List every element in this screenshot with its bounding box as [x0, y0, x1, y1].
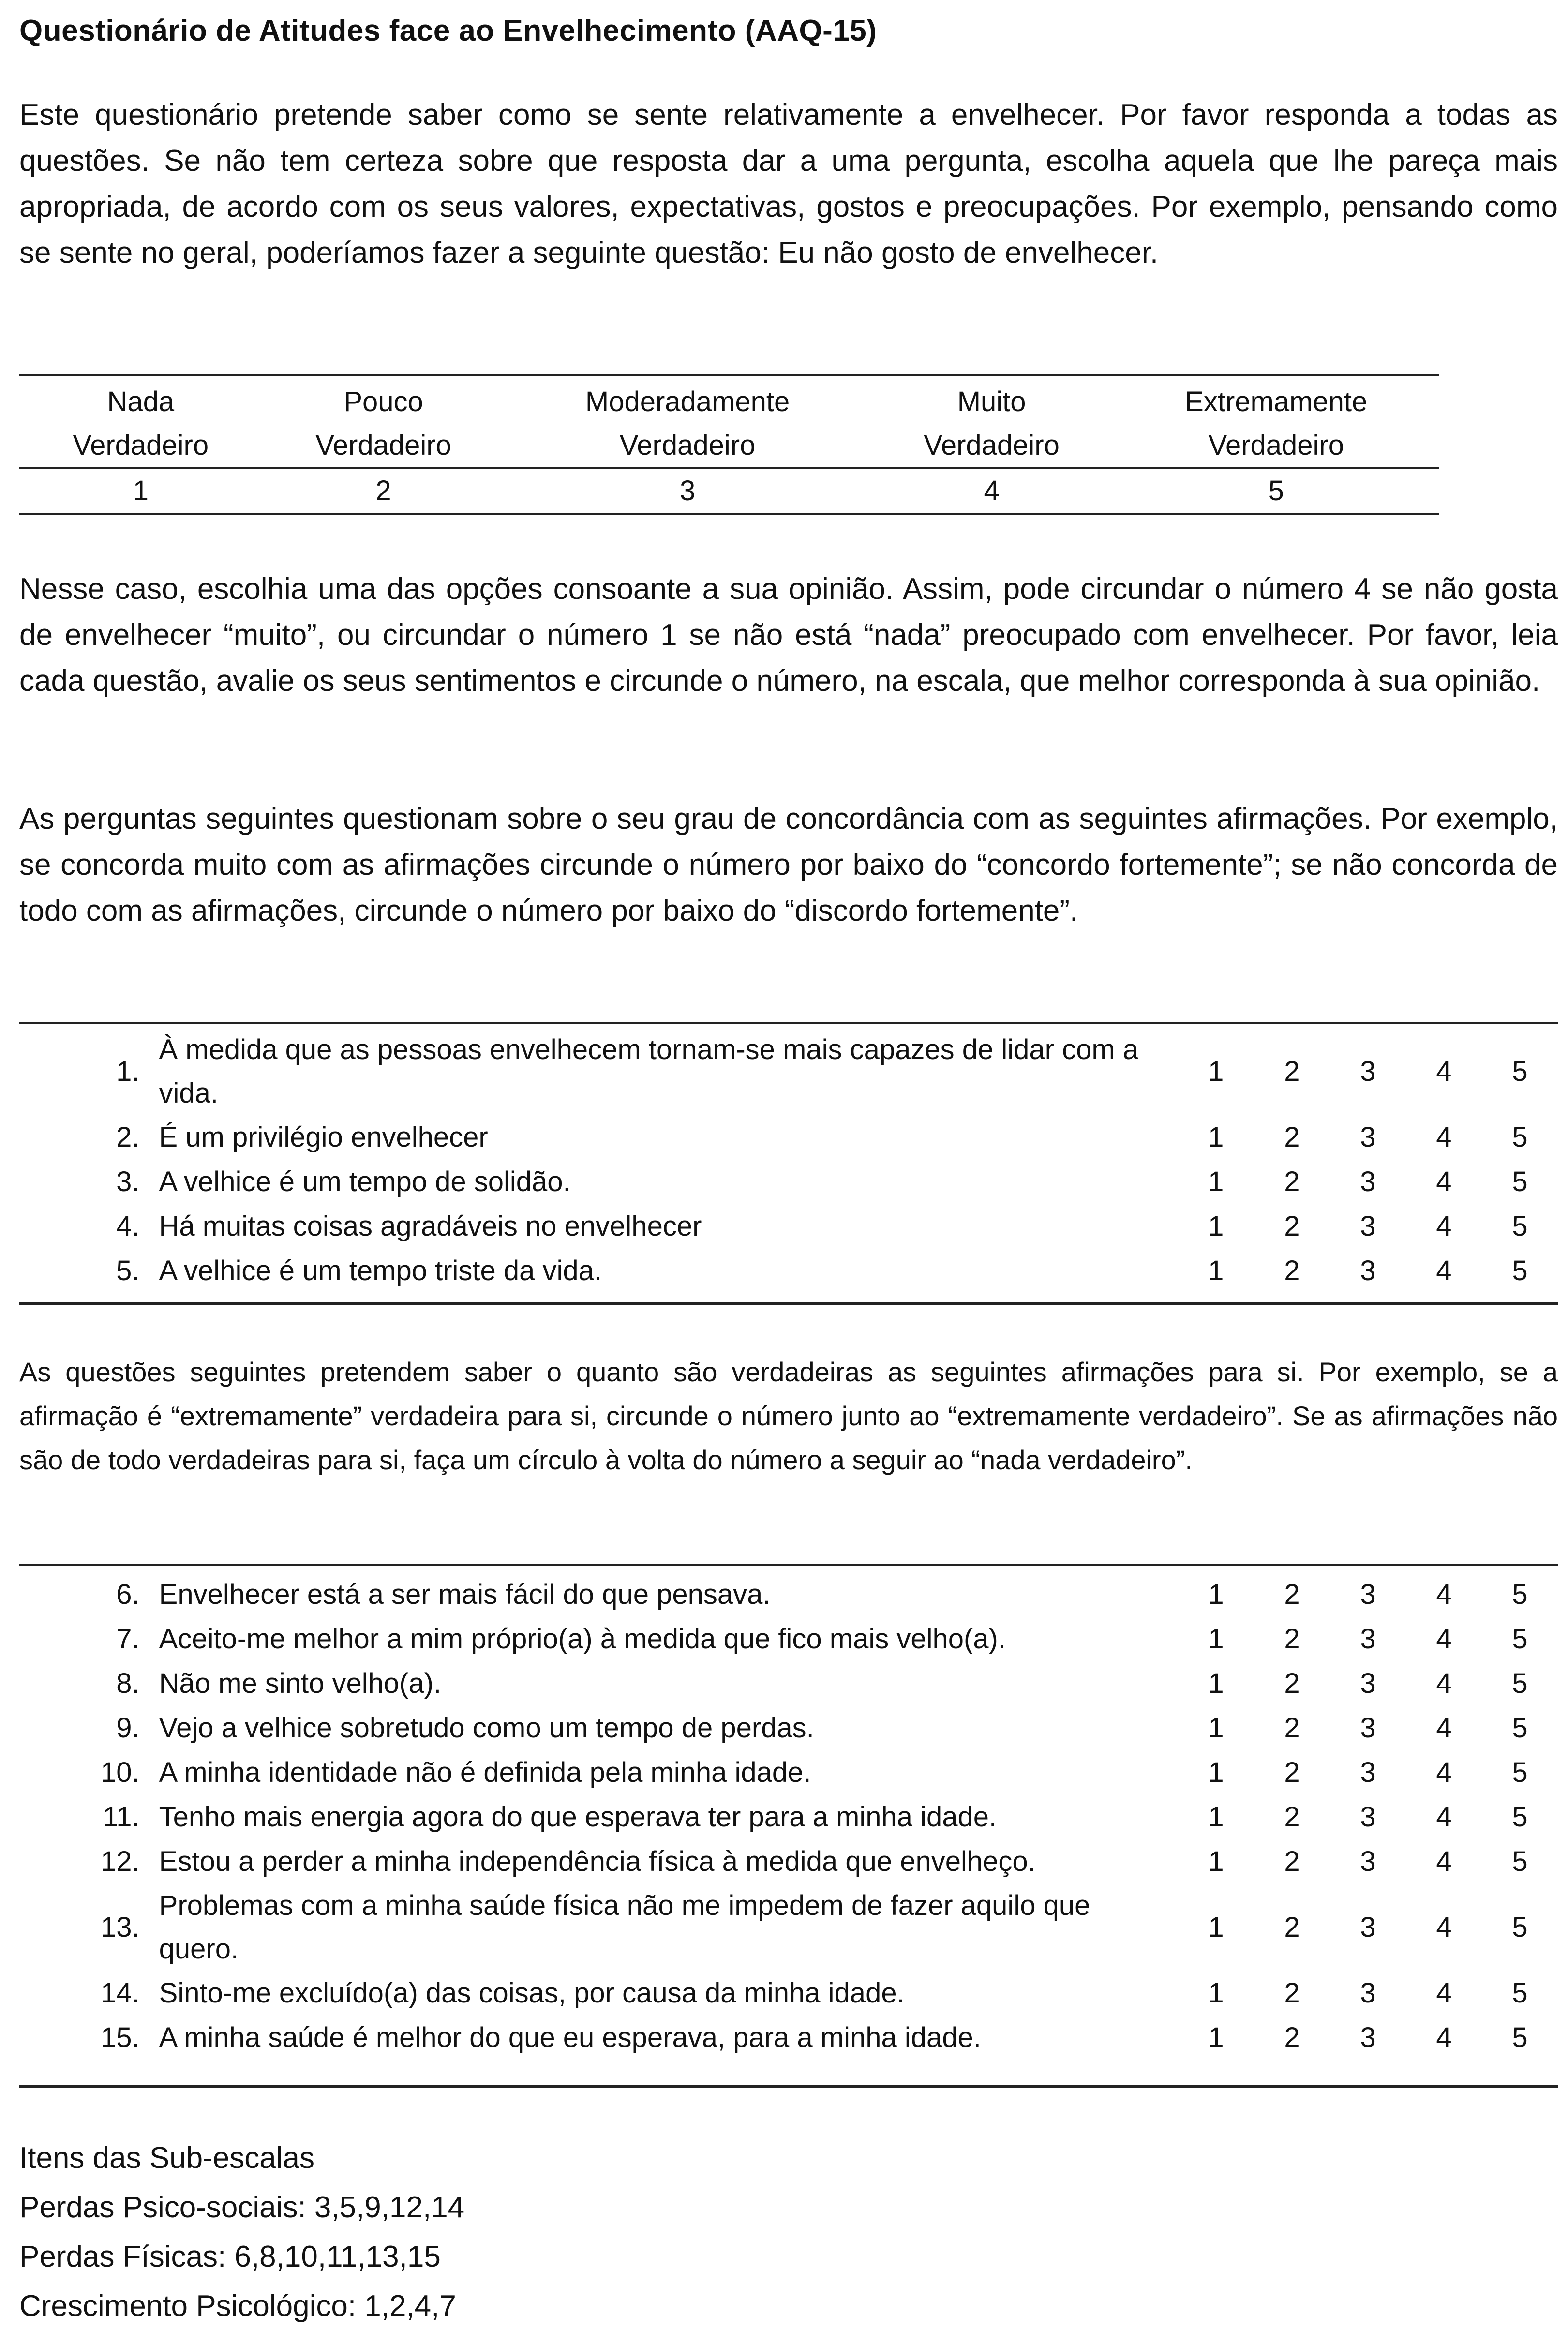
option-2[interactable]: 2	[1284, 1846, 1300, 1877]
item-statement: A minha saúde é melhor do que eu esperava, para a minha idade.	[159, 2022, 981, 2053]
option-3[interactable]: 3	[1360, 1579, 1376, 1610]
table-row	[19, 1795, 1558, 1839]
table-row	[19, 1115, 1558, 1160]
item-number: 11.	[103, 1801, 140, 1833]
option-5[interactable]: 5	[1512, 2022, 1528, 2053]
option-4[interactable]: 4	[1436, 1912, 1452, 1943]
scale-value: 3	[679, 475, 696, 507]
subscales-heading: Itens das Sub-escalas	[19, 2141, 315, 2175]
scale-value: 4	[984, 475, 1000, 507]
scale-value: 1	[133, 475, 149, 507]
option-4[interactable]: 4	[1436, 1623, 1452, 1655]
item-number: 3.	[116, 1166, 140, 1197]
option-5[interactable]: 5	[1512, 1757, 1528, 1788]
option-3[interactable]: 3	[1360, 1801, 1376, 1833]
item-number: 9.	[116, 1712, 140, 1744]
option-2[interactable]: 2	[1284, 1210, 1300, 1242]
option-2[interactable]: 2	[1284, 1757, 1300, 1788]
scale-value: 5	[1268, 475, 1284, 507]
intro-paragraph: Este questionário pretende saber como se sente relativamente a envelhecer. Por favor responda a todas as questões. Se não tem certeza sobre que resposta dar a uma pergunta, escolha aquela que lhe pareça mais apropriada, de acordo com os seus valores, expectativas, gostos e preocupações. Por exemplo, pensando como se sente no geral, poderíamos fazer a seguinte questão: Eu não gosto de envelhecer.	[19, 98, 1558, 269]
section1-top-rule	[19, 1022, 1558, 1024]
item-number: 2.	[116, 1121, 140, 1153]
table-row	[19, 2016, 1558, 2060]
option-3[interactable]: 3	[1360, 1623, 1376, 1655]
option-1[interactable]: 1	[1208, 1912, 1224, 1943]
option-3[interactable]: 3	[1360, 1912, 1376, 1943]
option-3[interactable]: 3	[1360, 1166, 1376, 1197]
item-number: 8.	[116, 1668, 140, 1699]
subscale-psychosocial: Perdas Psico-sociais: 3,5,9,12,14	[19, 2191, 465, 2224]
item-number: 12.	[101, 1846, 140, 1877]
item-statement: À medida que as pessoas envelhecem tornam-se mais capazes de lidar com a vida.	[159, 1034, 1139, 1109]
table-row	[19, 1706, 1558, 1750]
item-statement: Problemas com a minha saúde física não me impedem de fazer aquilo que quero.	[159, 1890, 1090, 1965]
scale-value: 2	[375, 475, 391, 507]
option-2[interactable]: 2	[1284, 1712, 1300, 1744]
option-2[interactable]: 2	[1284, 1912, 1300, 1943]
truth-paragraph: As questões seguintes pretendem saber o quanto são verdadeiras as seguintes afirmações para si. Por exemplo, se a afirmação é “extremamente” verdadeira para si, circunde o número junto ao “extremamente verdadeiro”. Se as afirmações não são de todo verdadeiras para si, faça um círculo à volta do número a seguir ao “nada verdadeiro”.	[19, 1357, 1558, 1475]
option-5[interactable]: 5	[1512, 1623, 1528, 1655]
item-statement: Tenho mais energia agora do que esperava ter para a minha idade.	[159, 1801, 997, 1833]
option-4[interactable]: 4	[1436, 2022, 1452, 2053]
option-3[interactable]: 3	[1360, 1757, 1376, 1788]
option-3[interactable]: 3	[1360, 2022, 1376, 2053]
option-2[interactable]: 2	[1284, 1056, 1300, 1087]
scale-header-4: Muito Verdadeiro	[924, 386, 1060, 461]
option-5[interactable]: 5	[1512, 1668, 1528, 1699]
item-statement: Não me sinto velho(a).	[159, 1668, 442, 1699]
option-5[interactable]: 5	[1512, 1121, 1528, 1153]
agreement-paragraph: As perguntas seguintes questionam sobre o seu grau de concordância com as seguintes afirmações. Por exemplo, se concorda muito com as afirmações circunde o número por baixo do “concordo fortemente”; se não concorda de todo com as afirmações, circunde o número por baixo do “discordo fortemente”.	[19, 802, 1558, 927]
option-5[interactable]: 5	[1512, 1977, 1528, 2009]
item-number: 6.	[116, 1579, 140, 1610]
subscales-block	[19, 2134, 464, 2331]
option-2[interactable]: 2	[1284, 1255, 1300, 1286]
option-4[interactable]: 4	[1436, 1801, 1452, 1833]
option-5[interactable]: 5	[1512, 1166, 1528, 1197]
section2-top-rule	[19, 1564, 1558, 1566]
option-1[interactable]: 1	[1208, 1056, 1224, 1087]
scale-bottom-rule	[19, 513, 1439, 515]
option-2[interactable]: 2	[1284, 1623, 1300, 1655]
option-3[interactable]: 3	[1360, 1668, 1376, 1699]
option-1[interactable]: 1	[1208, 2022, 1224, 2053]
item-statement: Vejo a velhice sobretudo como um tempo de perdas.	[159, 1712, 814, 1744]
item-statement: Envelhecer está a ser mais fácil do que pensava.	[159, 1579, 771, 1610]
section2-bottom-rule	[19, 2085, 1558, 2088]
item-number: 4.	[116, 1210, 140, 1242]
option-5[interactable]: 5	[1512, 1056, 1528, 1087]
table-row	[19, 1884, 1558, 1971]
table-row	[19, 1160, 1558, 1204]
option-4[interactable]: 4	[1436, 1712, 1452, 1744]
table-row	[19, 1971, 1558, 2016]
table-row	[19, 1750, 1558, 1795]
option-5[interactable]: 5	[1512, 1912, 1528, 1943]
option-1[interactable]: 1	[1208, 1579, 1224, 1610]
section1-bottom-rule	[19, 1302, 1558, 1305]
table-row	[19, 1839, 1558, 1884]
option-3[interactable]: 3	[1360, 1977, 1376, 2009]
option-3[interactable]: 3	[1360, 1121, 1376, 1153]
option-4[interactable]: 4	[1436, 1977, 1452, 2009]
table-row	[19, 1028, 1558, 1115]
page-title: Questionário de Atitudes face ao Envelhecimento (AAQ-15)	[19, 14, 877, 47]
option-5[interactable]: 5	[1512, 1846, 1528, 1877]
option-4[interactable]: 4	[1436, 1846, 1452, 1877]
scale-header-3: Moderadamente Verdadeiro	[585, 386, 790, 461]
option-1[interactable]: 1	[1208, 1121, 1224, 1153]
option-3[interactable]: 3	[1360, 1712, 1376, 1744]
item-number: 14.	[101, 1977, 140, 2009]
option-2[interactable]: 2	[1284, 2022, 1300, 2053]
option-5[interactable]: 5	[1512, 1210, 1528, 1242]
option-1[interactable]: 1	[1208, 1801, 1224, 1833]
item-number: 10.	[101, 1757, 140, 1788]
scale-header-2: Pouco Verdadeiro	[315, 386, 451, 461]
option-4[interactable]: 4	[1436, 1166, 1452, 1197]
option-3[interactable]: 3	[1360, 1255, 1376, 1286]
option-4[interactable]: 4	[1436, 1579, 1452, 1610]
option-4[interactable]: 4	[1436, 1121, 1452, 1153]
item-statement: Estou a perder a minha independência física à medida que envelheço.	[159, 1846, 1036, 1877]
option-4[interactable]: 4	[1436, 1668, 1452, 1699]
option-5[interactable]: 5	[1512, 1255, 1528, 1286]
table-row	[19, 1572, 1558, 1617]
table-row	[19, 1661, 1558, 1706]
scale-top-rule	[19, 374, 1439, 376]
option-1[interactable]: 1	[1208, 1712, 1224, 1744]
option-1[interactable]: 1	[1208, 1846, 1224, 1877]
item-number: 1.	[116, 1056, 140, 1087]
table-row	[19, 1249, 1558, 1293]
item-number: 7.	[116, 1623, 140, 1655]
table-row	[19, 1617, 1558, 1661]
table-row	[19, 1204, 1558, 1249]
item-number: 5.	[116, 1255, 140, 1286]
option-1[interactable]: 1	[1208, 1210, 1224, 1242]
option-1[interactable]: 1	[1208, 1623, 1224, 1655]
option-3[interactable]: 3	[1360, 1846, 1376, 1877]
option-2[interactable]: 2	[1284, 1801, 1300, 1833]
option-1[interactable]: 1	[1208, 1757, 1224, 1788]
option-1[interactable]: 1	[1208, 1668, 1224, 1699]
item-statement: Há muitas coisas agradáveis no envelhecer	[159, 1210, 702, 1242]
section2-items-table	[19, 1572, 1558, 2060]
option-2[interactable]: 2	[1284, 1166, 1300, 1197]
scale-header-5: Extremamente Verdadeiro	[1185, 386, 1368, 461]
item-number: 15.	[101, 2022, 140, 2053]
option-4[interactable]: 4	[1436, 1056, 1452, 1087]
option-1[interactable]: 1	[1208, 1166, 1224, 1197]
item-statement: Sinto-me excluído(a) das coisas, por causa da minha idade.	[159, 1977, 905, 2009]
option-1[interactable]: 1	[1208, 1977, 1224, 2009]
item-statement: A velhice é um tempo de solidão.	[159, 1166, 571, 1197]
option-1[interactable]: 1	[1208, 1255, 1224, 1286]
option-2[interactable]: 2	[1284, 1121, 1300, 1153]
subscale-growth: Crescimento Psicológico: 1,2,4,7	[19, 2289, 456, 2323]
option-4[interactable]: 4	[1436, 1757, 1452, 1788]
item-statement: Aceito-me melhor a mim próprio(a) à medida que fico mais velho(a).	[159, 1623, 1006, 1655]
option-5[interactable]: 5	[1512, 1801, 1528, 1833]
option-5[interactable]: 5	[1512, 1579, 1528, 1610]
explanation-paragraph: Nesse caso, escolhia uma das opções consoante a sua opinião. Assim, pode circundar o número 4 se não gosta de envelhecer “muito”, ou circundar o número 1 se não está “nada” preocupado com envelhecer. Por favor, leia cada questão, avalie os seus sentimentos e circunde o número, na escala, que melhor corresponda à sua opinião.	[19, 572, 1558, 698]
option-5[interactable]: 5	[1512, 1712, 1528, 1744]
example-scale-table	[19, 377, 1439, 513]
subscale-physical: Perdas Físicas: 6,8,10,11,13,15	[19, 2240, 441, 2273]
item-statement: A minha identidade não é definida pela minha idade.	[159, 1757, 811, 1788]
option-4[interactable]: 4	[1436, 1255, 1452, 1286]
option-2[interactable]: 2	[1284, 1668, 1300, 1699]
option-2[interactable]: 2	[1284, 1977, 1300, 2009]
option-4[interactable]: 4	[1436, 1210, 1452, 1242]
option-2[interactable]: 2	[1284, 1579, 1300, 1610]
section1-items-table	[19, 1028, 1558, 1293]
item-number: 13.	[101, 1912, 140, 1943]
item-statement: A velhice é um tempo triste da vida.	[159, 1255, 602, 1286]
scale-header-1: Nada Verdadeiro	[73, 386, 209, 461]
option-3[interactable]: 3	[1360, 1210, 1376, 1242]
option-3[interactable]: 3	[1360, 1056, 1376, 1087]
item-statement: É um privilégio envelhecer	[159, 1121, 488, 1153]
